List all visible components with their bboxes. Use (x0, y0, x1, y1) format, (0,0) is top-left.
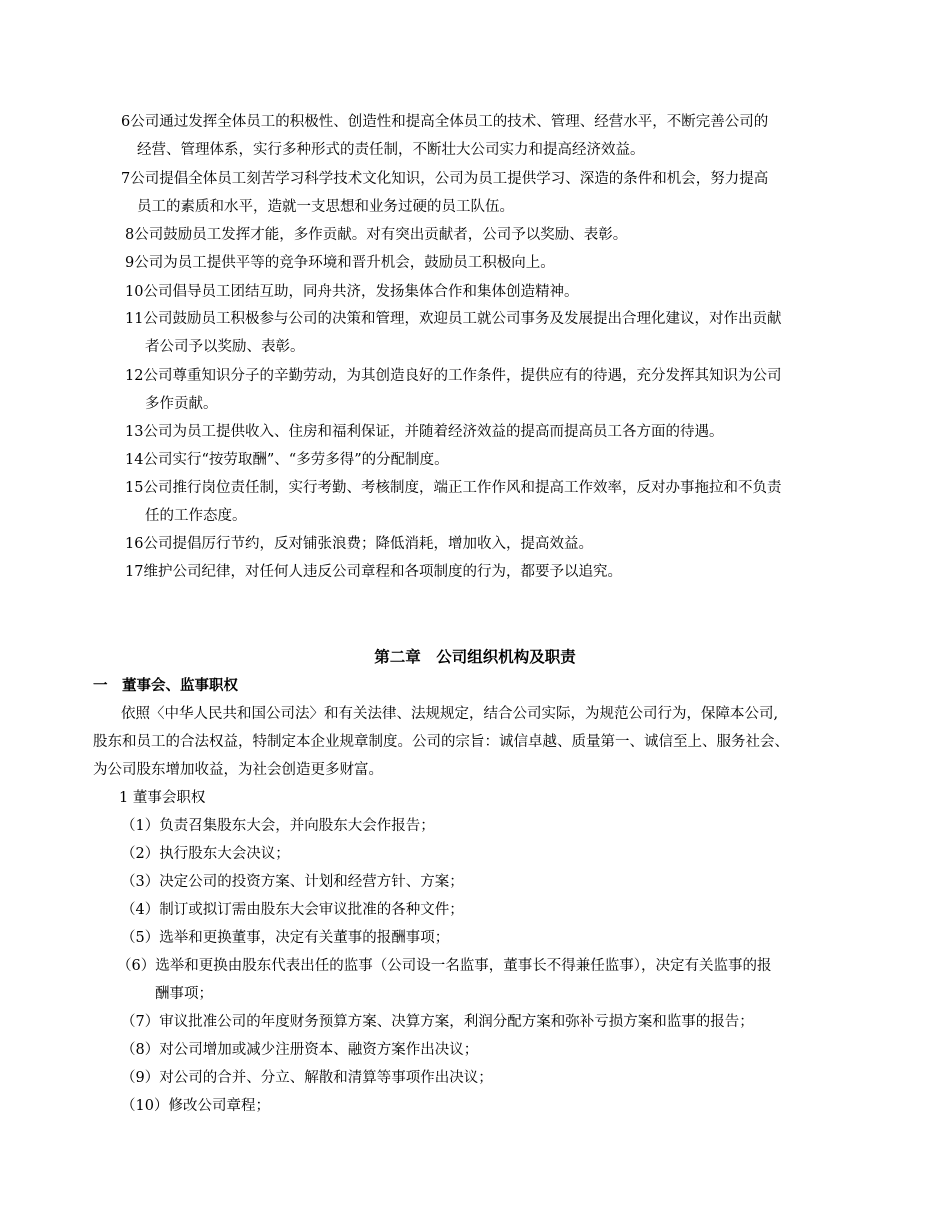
list-item: （7）审议批准公司的年度财务预算方案、决算方案，利润分配方案和弥补亏损方案和监事的报告； (121, 1014, 754, 1030)
item-text: 公司推行岗位责任制，实行考勤、考核制度，端正工作作风和提高工作效率，反对办事拖拉和不负责 (143, 480, 782, 496)
item-text: 公司实行“按劳取酬”、“多劳多得”的分配制度。 (143, 452, 449, 468)
item-number: 8 (125, 227, 135, 243)
item-text: 维护公司纪律，对任何人违反公司章程和各项制度的行为，都要予以追究。 (143, 564, 622, 580)
item-text: 公司为员工提供平等的竞争环境和晋升机会，鼓励员工积极向上。 (134, 255, 555, 271)
item-number: 10 (125, 284, 144, 300)
paragraph-line: 依照〈中华人民共和国公司法〉和有关法律、法规规定，结合公司实际，为规范公司行为，保障本公司, (121, 706, 779, 722)
list-item: （1）负责召集股东大会，并向股东大会作报告； (121, 818, 435, 834)
item-number: 7 (121, 171, 131, 187)
list-item: （2）执行股东大会决议； (121, 846, 290, 862)
subsection-title: 1 董事会职权 (119, 790, 206, 806)
list-item: （3）决定公司的投资方案、计划和经营方针、方案； (121, 874, 464, 890)
item-text-continued: 多作贡献。 (145, 396, 218, 412)
paragraph-line: 为公司股东增加收益，为社会创造更多财富。 (93, 762, 383, 778)
item-number: 15 (125, 480, 144, 496)
list-item: （10）修改公司章程； (121, 1098, 270, 1114)
item-number: 14 (125, 452, 144, 468)
list-item: （9）对公司的合并、分立、解散和清算等事项作出决议； (121, 1070, 493, 1086)
item-number: 11 (125, 311, 144, 327)
item-text: 公司倡导员工团结互助，同舟共济，发扬集体合作和集体创造精神。 (143, 284, 579, 300)
section-title: 一 董事会、监事职权 (93, 678, 238, 694)
item-number: 13 (125, 424, 144, 440)
list-item: （8）对公司增加或减少注册资本、融资方案作出决议； (121, 1042, 479, 1058)
item-number: 6 (121, 114, 131, 130)
item-text: 公司通过发挥全体员工的积极性、创造性和提高全体员工的技术、管理、经营水平，不断完善公司的 (130, 114, 769, 130)
item-text-continued: 者公司予以奖励、表彰。 (145, 339, 305, 355)
item-text-continued: 员工的素质和水平，造就一支思想和业务过硬的员工队伍。 (137, 199, 514, 215)
item-text: 公司鼓励员工发挥才能，多作贡献。对有突出贡献者，公司予以奖励、表彰。 (134, 227, 628, 243)
paragraph-line: 股东和员工的合法权益，特制定本企业规章制度。公司的宗旨：诚信卓越、质量第一、诚信至上、服务社会、 (93, 734, 789, 750)
item-text: 公司鼓励员工积极参与公司的决策和管理，欢迎员工就公司事务及发展提出合理化建议，对作出贡献 (143, 311, 782, 327)
item-text: 公司提倡全体员工刻苦学习科学技术文化知识，公司为员工提供学习、深造的条件和机会，努力提高 (130, 171, 769, 187)
item-text-continued: 酬事项； (155, 986, 213, 1002)
item-number: 16 (125, 536, 144, 552)
list-item: （6）选举和更换由股东代表出任的监事（公司设一名监事，董事长不得兼任监事），决定有关监事的报 (117, 958, 772, 974)
item-text: 公司提倡厉行节约，反对铺张浪费；降低消耗，增加收入，提高效益。 (143, 536, 593, 552)
item-number: 12 (125, 368, 144, 384)
item-number: 9 (125, 255, 135, 271)
item-number: 17 (125, 564, 144, 580)
item-text: 公司为员工提供收入、住房和福利保证，并随着经济效益的提高而提高员工各方面的待遇。 (143, 424, 724, 440)
item-text: 公司尊重知识分子的辛勤劳动，为其创造良好的工作条件，提供应有的待遇，充分发挥其知识为公司 (143, 368, 782, 384)
list-item: （4）制订或拟订需由股东大会审议批准的各种文件； (121, 902, 464, 918)
list-item: （5）选举和更换董事，决定有关董事的报酬事项； (121, 930, 450, 946)
item-text-continued: 经营、管理体系，实行多种形式的责任制，不断壮大公司实力和提高经济效益。 (137, 142, 645, 158)
item-text-continued: 任的工作态度。 (145, 508, 247, 524)
chapter-title: 第二章 公司组织机构及职责 (374, 648, 576, 666)
